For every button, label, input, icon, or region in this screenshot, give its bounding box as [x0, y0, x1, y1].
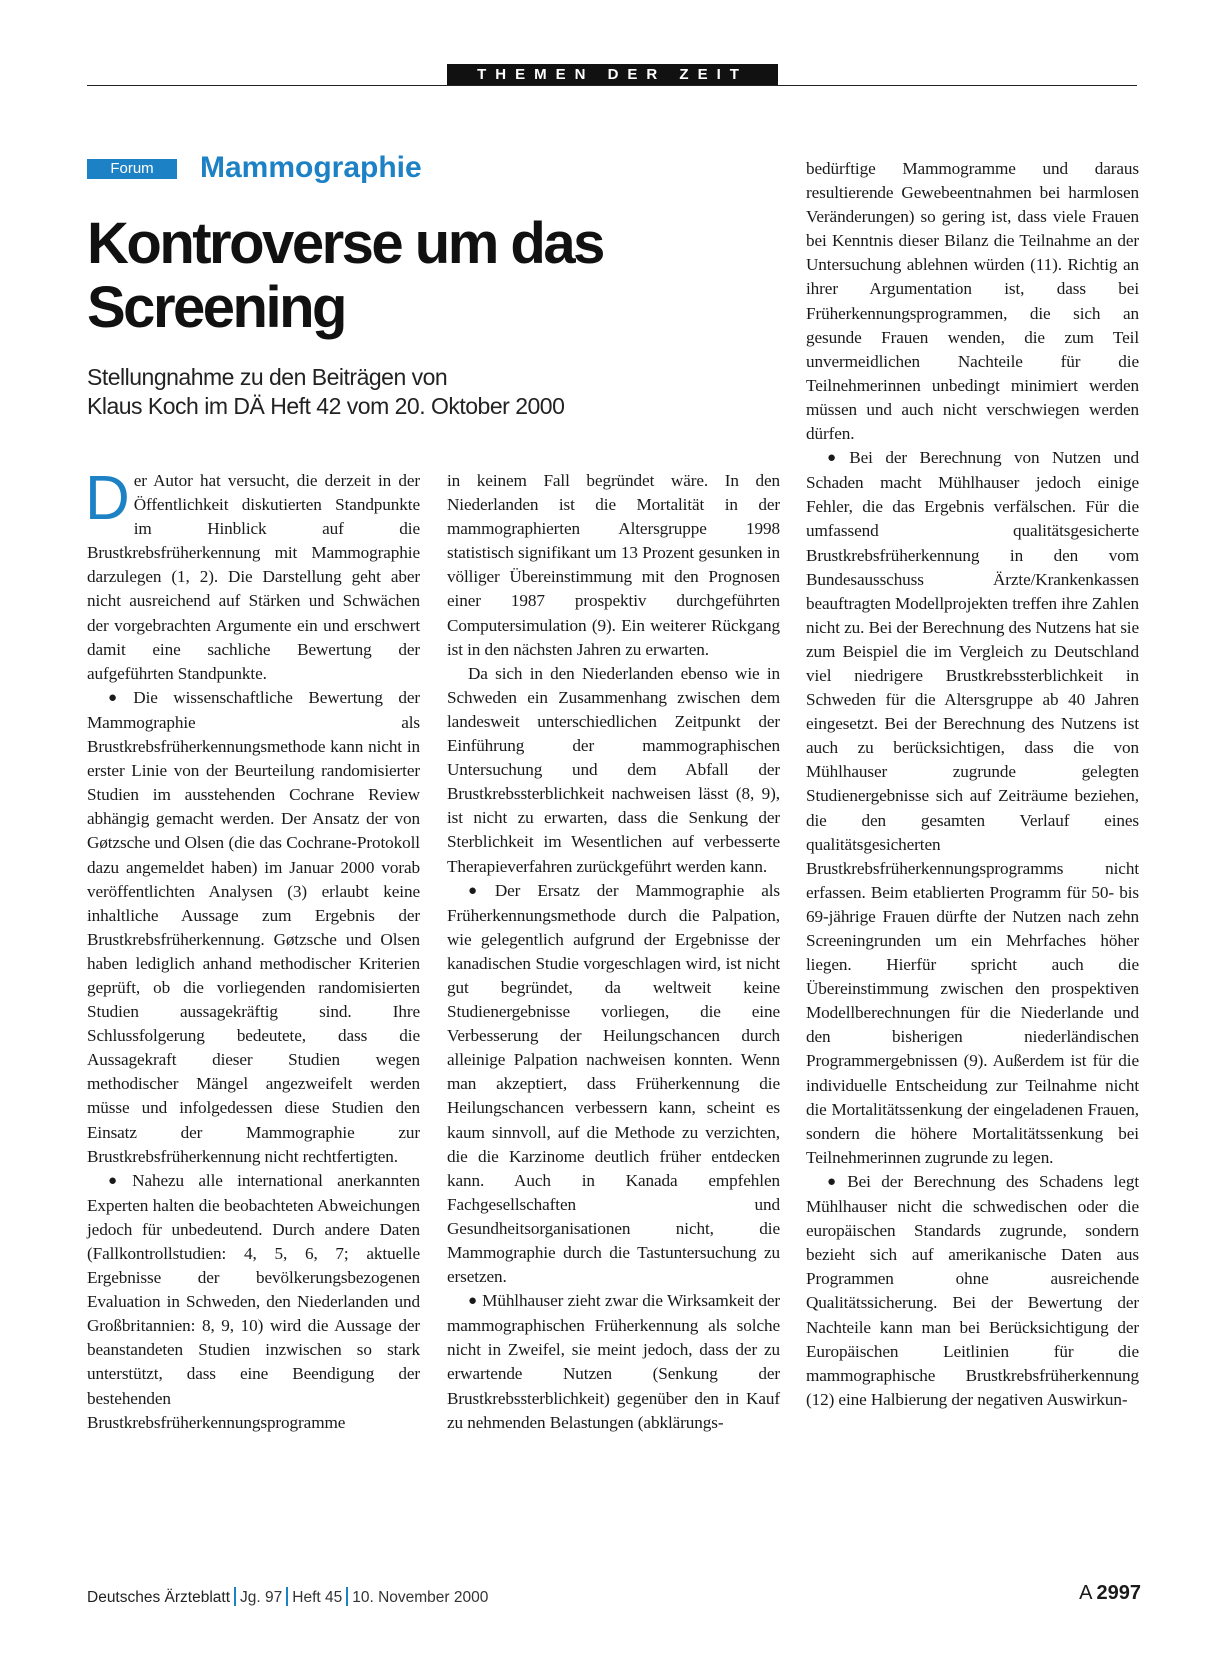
- journal-name: Deutsches Ärzteblatt: [87, 1589, 231, 1606]
- bullet-paragraph: [447, 879, 780, 1290]
- page-footer: [87, 1587, 488, 1607]
- bullet-paragraph: [806, 446, 1139, 1170]
- paragraph-text: er Autor hat versucht, die derzeit in der Öffentlichkeit diskutierten Standpunkte im Hinblick auf die Brustkrebsfrüherkennung mit Mammographie darzulegen (1, 2). Die Darstellung geht aber nicht ausreichend auf Stärken und Schwächen der vorgebrachten Argumente ein und erschwert damit eine sachliche Bewertung der aufgeführten Standpunkte.: [87, 471, 420, 683]
- paragraph: [85, 464, 420, 686]
- paragraph: [447, 469, 780, 662]
- paragraph-text: Da sich in den Niederlanden ebenso wie in Schweden ein Zusammenhang zwischen dem landesweit unterschiedlichen Zeitpunkt der Einführung der mammographischen Untersuchung und dem Abfall der Brustkrebssterblichkeit nachweisen lässt (8, 9), ist nicht zu erwarten, dass die Senkung der Sterblichkeit im Wesentlichen auf verbesserte Therapieverfahren zurückgeführt werden kann.: [447, 663, 780, 876]
- bullet-paragraph: [806, 1170, 1139, 1412]
- page-number-value: 2997: [1096, 1582, 1141, 1604]
- drop-cap: D: [85, 464, 130, 533]
- bullet-paragraph: [87, 686, 420, 1169]
- subtitle-line-2: Klaus Koch im DÄ Heft 42 vom 20. Oktober 2000: [87, 393, 565, 419]
- paragraph-text: Bei der Berechnung des Schadens legt Mühlhauser nicht die schwedischen oder die europäischen Standards zugrunde, sondern bezieht sich auf amerikanische Daten aus Programmen ohne ausreichende Qualitätssicherung. Bei der Bewertung der Nachteile kann man bei Berücksichtigung der Europäischen Leitlinien für die mammographische Brustkrebsfrüherkennung (12) eine Halbierung der negativen Auswirkun-: [806, 1171, 1139, 1409]
- footer-separator: [346, 1587, 348, 1606]
- article-headline: Kontroverse um das Screening: [87, 211, 603, 340]
- text-column-1: [85, 464, 421, 1435]
- forum-tag: Forum: [87, 159, 177, 179]
- issue-date: 10. November 2000: [352, 1589, 489, 1606]
- paragraph-text: Die wissenschaftliche Bewertung der Mammographie als Brustkrebsfrüherkennungsmethode kann nicht in erster Linie von der Beurteilung randomisierter Studien im ausstehenden Cochrane Review abhängig gemacht werden. Der Ansatz der von Gøtzsche und Olsen (die das Cochrane-Protokoll dazu angemeldet haben) im Januar 2000 vorab veröffentlichten Analysen (3) erlaubt keine inhaltliche Aussage zum Ergebnis der Brustkrebsfrüherkennung. Gøtzsche und Olsen haben lediglich anhand methodischer Kriterien geprüft, ob die vorliegenden randomisierten Studien aussagekräftig sind. Ihre Schlussfolgerung bedeutete, dass die Aussagekraft dieser Studien wegen methodischer Mängel angezweifelt werden müsse und infolgedessen diese Studien den Einsatz der Mammographie zur Brustkrebsfrüherkennung nicht rechtfertigten.: [87, 687, 421, 1166]
- subtitle-line-1: Stellungnahme zu den Beiträgen von: [87, 364, 448, 390]
- text-column-2: [447, 469, 780, 1435]
- text-column-3: [806, 157, 1139, 1412]
- paragraph-text: Bei der Berechnung von Nutzen und Schaden macht Mühlhauser jedoch einige Fehler, die das Ergebnis verfälschen. Für die umfassend qualitätsgesicherte Brustkrebsfrüherkennung in den vom Bundesausschuss Ärzte/Krankenkassen beauftragten Modellprojekten treffen ihre Zahlen nicht zu. Bei der Berechnung des Nutzens hat sie zum Beispiel die im Vergleich zu Deutschland viel niedrigere Brustkrebssterblichkeit in Schweden für die Altersgruppe ab 40 Jahren eingesetzt. Bei der Berechnung des Nutzens ist auch zu berücksichtigen, dass die von Mühlhauser zugrunde gelegten Studienergebnisse sich auf Zeiträume beziehen, die den gesamten Verlauf eines qualitätsgesicherten Brustkrebsfrüherkennungsprogramms nicht erfassen. Beim etablierten Programm für 50- bis 69-jährige Frauen dürfte der Nutzen nach zehn Screeningrunden um ein Mehrfaches höher liegen. Hierfür spricht auch die Übereinstimmung zwischen den prospektiven Modellberechnungen für die Niederlande und den bisherigen niederländischen Programmergebnissen (9). Außerdem ist für die individuelle Entscheidung zur Teilnahme nicht die Mortalitätssenkung der eingeladenen Frauen, sondern die höhere Mortalitätssenkung bei Teilnehmerinnen zugrunde zu legen.: [806, 448, 1139, 1167]
- footer-separator: [286, 1587, 288, 1606]
- bullet-paragraph: [87, 1169, 420, 1435]
- section-band: THEMEN DER ZEIT: [447, 64, 778, 86]
- page-number: [1079, 1582, 1141, 1605]
- article-subtitle: [87, 363, 767, 421]
- journal-issue: Heft 45: [292, 1589, 343, 1606]
- paragraph: [447, 662, 780, 879]
- paragraph-text: bedürftige Mammogramme und daraus resultierende Gewebeentnahmen bei harmlosen Veränderungen) so gering ist, dass viele Frauen bei Kenntnis dieser Bilanz die Teilnahme an der Untersuchung ablehnen würden (11). Richtig an ihrer Argumentation ist, dass bei Früherkennungsprogrammen, die sich an gesunde Frauen wenden, die zum Teil unvermeidlichen Nachteile für die Teilnehmerinnen unbedingt minimiert werden müssen und auch nicht verschwiegen werden dürfen.: [806, 159, 1139, 444]
- paragraph-text: Der Ersatz der Mammographie als Früherkennungsmethode durch die Palpation, wie gelegentlich aufgrund der Ergebnisse der kanadischen Studie vorgeschlagen wird, ist nicht gut begründet, da weltweit keine Studienergebnisse vorliegen, die eine Verbesserung der Heilungschancen durch alleinige Palpation nachweisen konnten. Wenn man akzeptiert, dass Früherkennung die Heilungschancen verbessern kann, scheint es kaum sinnvoll, auf die Methode zu verzichten, die die Karzinome deutlich früher entdecken kann. Auch in Kanada empfehlen Fachgesellschaften und Gesundheitsorganisationen nicht, die Mammographie durch die Tastuntersuchung zu ersetzen.: [447, 880, 780, 1287]
- paragraph: [806, 157, 1139, 446]
- paragraph-text: in keinem Fall begründet wäre. In den Niederlanden ist die Mortalität in der mammographierten Altersgruppe 1998 statistisch signifikant um 13 Prozent gesunken in völliger Übereinstimmung mit den Prognosen einer 1987 prospektiv durchgeführten Computersimulation (9). Ein weiterer Rückgang ist in den nächsten Jahren zu erwarten.: [447, 471, 780, 659]
- paragraph-text: Mühlhauser zieht zwar die Wirksamkeit der mammographischen Früherkennung als solche nicht in Zweifel, sie meint jedoch, dass der zu erwartende Nutzen (Senkung der Brustkrebssterblichkeit) gegenüber den in Kauf zu nehmenden Belastungen (abklärungs-: [447, 1291, 780, 1432]
- header-rule: [87, 85, 1137, 86]
- footer-separator: [234, 1587, 236, 1606]
- topic-label: Mammographie: [200, 151, 422, 184]
- bullet-paragraph: [447, 1289, 780, 1435]
- page-prefix: A: [1079, 1582, 1093, 1604]
- journal-volume: Jg. 97: [240, 1589, 283, 1606]
- paragraph-text: Nahezu alle international anerkannten Experten halten die beobachteten Abweichungen jedoch für unbedeutend. Durch andere Daten (Fallkontrollstudien: 4, 5, 6, 7; aktuelle Ergebnisse der bevölkerungsbezogenen Evaluation in Schweden, den Niederlanden und Großbritannien: 8, 9, 10) wird die Aussage der beanstandeten Studien inzwischen so stark unterstützt, dass eine Beendigung der bestehenden Brustkrebsfrüherkennungsprogramme: [87, 1170, 420, 1432]
